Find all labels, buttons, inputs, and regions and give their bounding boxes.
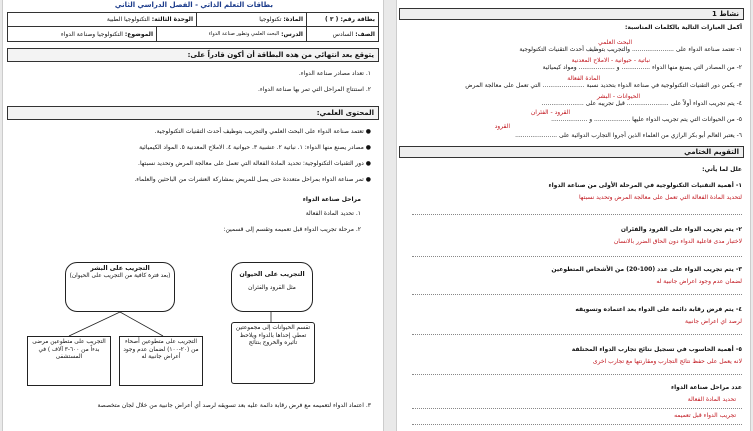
content-title: المحتوى العلمي: [7, 106, 379, 120]
fill-item-4: ٤- يتم تجريب الدواء أولاً على ...................... قبل تجريبه على ...................... [541, 100, 742, 107]
subject-value: تكنولوجيا [259, 16, 282, 23]
animal-trial-title: التجريب على الحيوان [239, 271, 305, 278]
grade-value: السادس [332, 30, 354, 38]
animal-trial-box [231, 262, 313, 312]
animal-trial-desc: مثل القرود والفئران [248, 285, 296, 292]
topic-value: التكنولوجيا وصناعة الدواء [60, 30, 123, 38]
human-trial-desc: (بعد فترة كافية من التجريب على الحيوان) [69, 273, 171, 280]
answer-line [412, 374, 742, 375]
topic-label: الموضوع: [124, 30, 153, 38]
question-2: ٢- يتم تجريب الدواء على القرود والفئران [620, 226, 742, 233]
subject-label: المادة: [283, 16, 303, 23]
answer-line [412, 408, 742, 409]
fill-item-6: ٦- يعتبر العالم أبو بكر الرازي من العلماء الذين أجروا التجارب الدوائية على ...................... [515, 132, 742, 139]
stage-answer-1: تحديد المادة الفعالة [687, 396, 736, 403]
stages-intro: عدد مراحل صناعة الدواء [671, 384, 742, 391]
unit-label: الوحدة الثالثة: [151, 16, 193, 23]
grade-label: الصف: [355, 30, 375, 38]
healthy-volunteers-box: التجريب على متطوعين أصحاء من (٢٠-١٠٠) لضمان عدم وجود أعراض جانبية له [119, 336, 203, 386]
stage-answer-2: تجريب الدواء قبل تعميمه [674, 412, 736, 419]
card-title: بطاقات التعلم الذاتي - الفصل الدراسي الثاني [114, 1, 273, 9]
stage-2: ٢. مرحلة تجريب الدواء قبل تعميمه وتقسم إلى قسمين: [223, 226, 361, 233]
answer-3: لضمان عدم وجود اعراض جانبية له [656, 278, 742, 285]
content-point-1: ● تعتمد صناعة الدواء على البحث العلمي والتجريب بتوظيف أحدث التقنيات التكنولوجية. [154, 128, 371, 135]
answer-line [412, 214, 742, 215]
activity-instruction: أكمل العبارات التالية بالكلمات المناسبة: [625, 24, 742, 31]
activity-title: نشاط 1 [399, 8, 744, 20]
question-5: ٥- أهمية الحاسوب في تسجيل نتائج تجارب الدواء المختلفة [571, 346, 742, 353]
answer-line [412, 294, 742, 295]
answer-2: لاختبار مدى فاعلية الدواء دون الحاق الضرر بالانسان [613, 238, 742, 245]
fill-item-5: ٥- من الحيوانات التي يتم تجريب الدواء عليها ................... و ................... [551, 116, 742, 123]
fill-answer-1: البحث العلمي [598, 39, 632, 46]
objective-2: ٢. استنتاج المراحل التي تمر بها صناعة الدواء. [257, 86, 371, 93]
answer-1: لتحديد المادة الفعالة التي تعمل على معالجة المرض وتحديد نسبتها [578, 194, 742, 201]
bullet-icon: ● [363, 160, 371, 167]
stage-1: ١. تحديد المادة الفعالة [305, 210, 361, 217]
objectives-title: يتوقع بعد انتهائي من هذه البطاقة أن أكون قادراً على: [7, 48, 379, 62]
fill-answer-2: نباتية - حيوانية - الاملاح المعدنية [571, 57, 650, 64]
volunteer-patients-box: التجريب على متطوعين مرضى بدءاً من ٦٠٠-٣ آلاف ) في المستشفى [27, 336, 111, 386]
worksheet-page-right [396, 0, 751, 431]
question-3: ٣- يتم تجريب الدواء على عدد (100-20) من الأشخاص المتطوعين [551, 266, 742, 273]
card-no-label: بطاقة رقم: [340, 16, 375, 23]
content-point-4: ● تمر صناعة الدواء بمراحل متعددة حتى يصل للمريض بمشاركة العشرات من الباحثين والعلماء. [134, 176, 371, 183]
card-no: ( ٣ ) [325, 16, 339, 23]
fill-item-2: ٢- من المصادر التي يصنع منها الدواء ............... و ................... ومواد كيميائية [542, 64, 742, 71]
human-trial-title: التجريب على البشر [90, 265, 150, 272]
animal-groups-box: تقسم الحيوانات إلى مجموعتين تعطى إحداها بالدواء ويلاحظ تأثيره والخروج بنتائج [231, 322, 315, 384]
content-point-2: ● مصادر يصنع منها الدواء: ١. نباتية ٢. عشبية ٣. حيوانية ٤. الاملاح المعدنية ٥. المواد الكيميائية [139, 144, 371, 151]
human-trial-box [65, 262, 175, 312]
fill-answer-6: القرود [494, 123, 510, 130]
answer-5: لانه يعمل على حفظ نتائج التجارب ومقارنتها مع تجارب اخرى [592, 358, 742, 365]
fill-item-3: ٣- يكمن دور التقنيات التكنولوجية في صناعة الدواء بتحديد نسبة ...................... التي تعمل على معالجة المرض [465, 82, 742, 89]
question-1: ١- أهمية التقنيات التكنولوجية في المرحلة الأولى من صناعة الدواء [548, 182, 742, 189]
objective-1: ١. تعداد مصادر صناعة الدواء. [298, 70, 371, 77]
final-eval-instruction: علل لما يأتي: [702, 166, 742, 173]
bullet-icon: ● [363, 144, 371, 151]
answer-line [412, 424, 742, 425]
unit-value: التكنولوجيا الطبية [106, 16, 150, 23]
fill-answer-5: القرود - الفئران [530, 109, 570, 116]
lesson-label: الدرس: [281, 30, 303, 38]
content-point-3: ● دور التقنيات التكنولوجية: تحديد المادة الفعالة التي تعمل على معالجة المرض وتحديد نسبتها. [138, 160, 371, 167]
stage-3: ٣. اعتماد الدواء لتعميمه مع فرض رقابة دائمة عليه بعد تسويقه لرصد أي أعراض جانبية من خلال لجان متخصصة [97, 402, 371, 409]
stages-heading: مراحل صناعة الدواء [302, 196, 361, 203]
bullet-icon: ● [363, 176, 371, 183]
answer-line [412, 334, 742, 335]
fill-answer-3: المادة الفعالة [567, 75, 600, 82]
bullet-icon: ● [363, 128, 371, 135]
final-eval-title: التقويم الختامي [399, 146, 744, 158]
answer-4: لرصد اي اعراض جانبية [685, 318, 742, 325]
fill-item-1: ١- تعتمد صناعة الدواء على ...................... والتجريب بتوظيف أحدث التقنيات التكنولوجية [519, 46, 742, 53]
lesson-value: البحث العلمي وتطور صناعة الدواء [208, 31, 280, 37]
answer-line [412, 256, 742, 257]
question-4: ٤- يتم فرض رقابة دائمة على الدواء بعد اعتماده وتسويقه [575, 306, 742, 313]
worksheet-page-left [2, 0, 384, 431]
fill-answer-4: الحيوانات - البشر [596, 93, 640, 100]
